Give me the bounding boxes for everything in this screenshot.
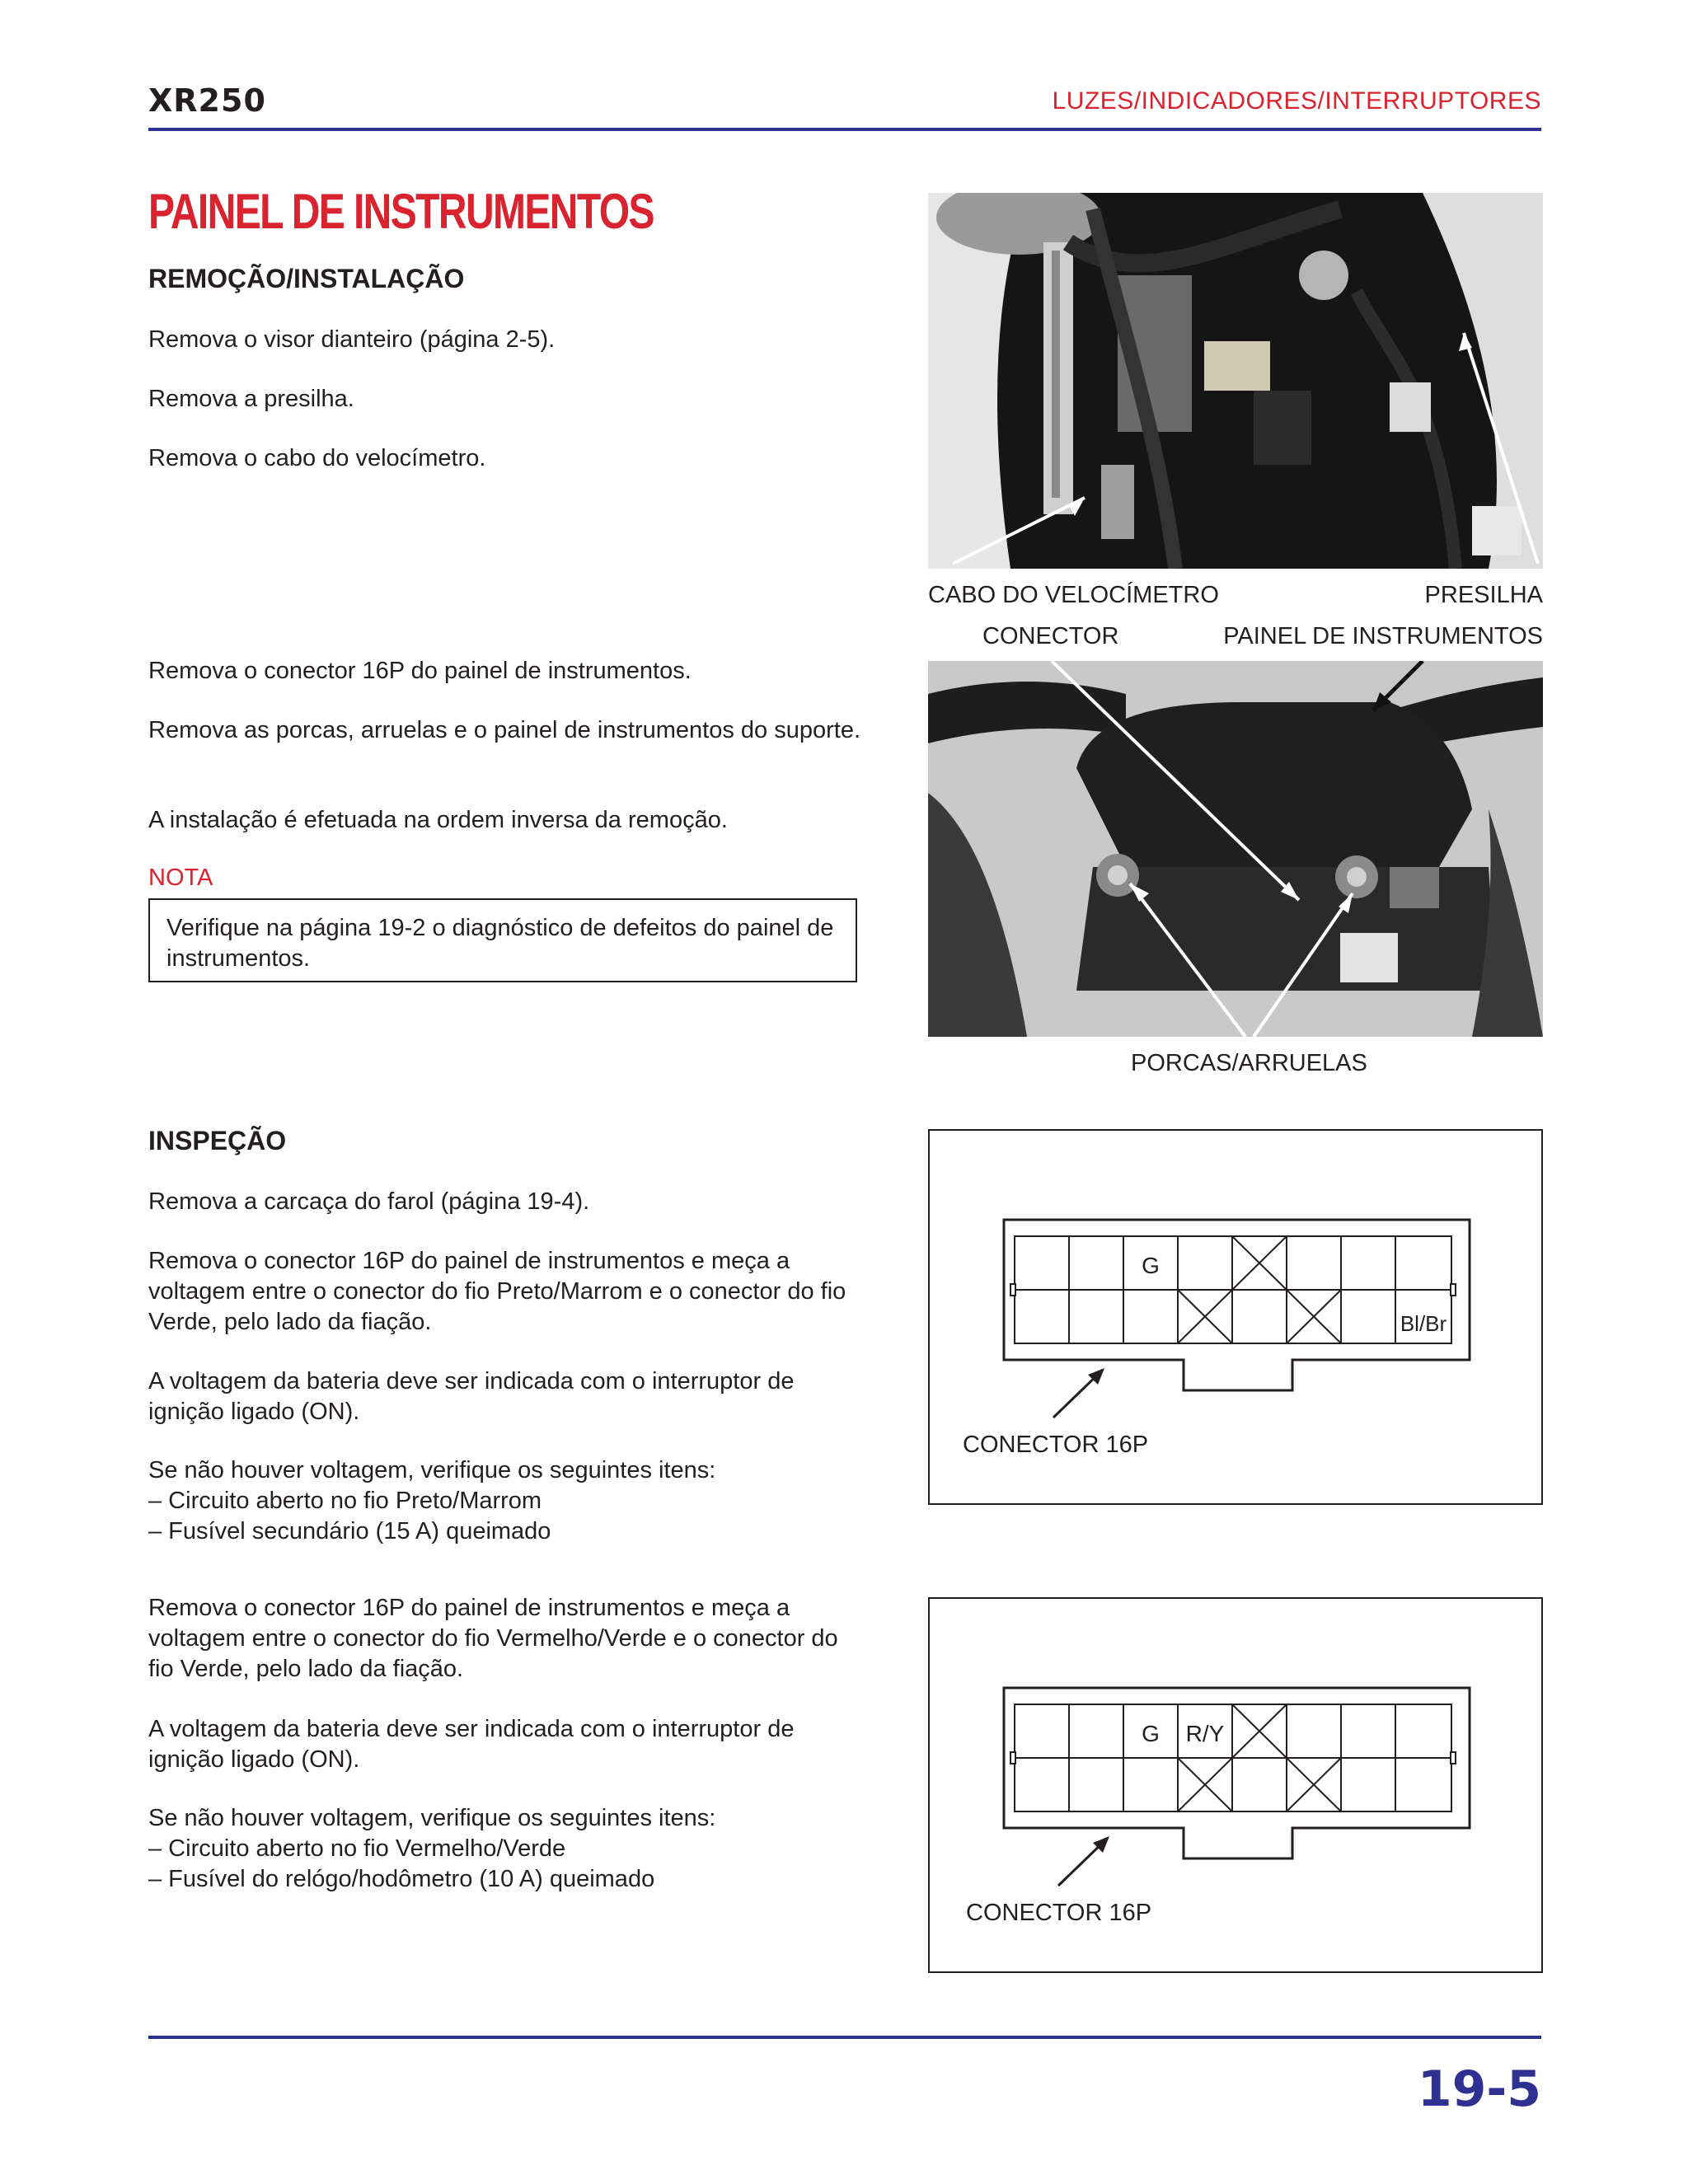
removal-step-1: Remova o visor dianteiro (página 2-5). (148, 326, 556, 353)
page-title: PAINEL DE INSTRUMENTOS (148, 184, 654, 239)
removal-step-4: Remova o conector 16P do painel de instrumentos. (148, 658, 692, 684)
photo1-caption-right: PRESILHA (1424, 582, 1543, 608)
photo-instrument-panel (928, 661, 1543, 1037)
connector-16p-drawing-1 (930, 1131, 1541, 1503)
photo2-caption-connector: CONECTOR (982, 623, 1119, 649)
photo2-caption-panel: PAINEL DE INSTRUMENTOS (1223, 623, 1543, 649)
connector-diagram-2 (928, 1597, 1543, 1973)
model-name: XR250 (148, 82, 266, 119)
inspection-step-1: Remova a carcaça do farol (página 19-4). (148, 1188, 590, 1215)
removal-heading: REMOÇÃO/INSTALAÇÃO (148, 264, 465, 293)
photo1-illustration (928, 193, 1543, 569)
inspection-step-3: A voltagem da bateria deve ser indicada com o interruptor de ignição ligado (ON). (148, 1368, 795, 1425)
inspection-heading: INSPEÇÃO (148, 1126, 287, 1155)
note-label: NOTA (148, 865, 213, 891)
pin-label-blbr: Bl/Br (1400, 1311, 1447, 1336)
removal-step-3: Remova o cabo do velocímetro. (148, 445, 486, 471)
removal-step-6: A instalação é efetuada na ordem inversa da remoção. (148, 807, 728, 833)
photo-speedometer-cable (928, 193, 1543, 569)
inspection2-item-2: – Fusível do relógo/hodômetro (10 A) queimado (148, 1866, 655, 1892)
pin-label-g: G (1142, 1253, 1160, 1278)
pin-label-ry: R/Y (1185, 1721, 1225, 1746)
removal-step-5: Remova as porcas, arruelas e o painel de instrumentos do suporte. (148, 717, 861, 743)
inspection-step-2: Remova o conector 16P do painel de instrumentos e meça a voltagem entre o conector do fio Preto/Marrom e o conector do fio Verde, pelo lado da fiação. (148, 1248, 846, 1335)
inspection-step-4: Se não houver voltagem, verifique os seguintes itens: (148, 1457, 716, 1483)
photo1-caption-left: CABO DO VELOCÍMETRO (928, 582, 1219, 608)
inspection2-step-2: A voltagem da bateria deve ser indicada com o interruptor de ignição ligado (ON). (148, 1716, 795, 1773)
connector-diagram-1 (928, 1129, 1543, 1505)
inspection-item-1: – Circuito aberto no fio Preto/Marrom (148, 1488, 542, 1514)
removal-step-2: Remova a presilha. (148, 386, 354, 412)
note-box (148, 898, 857, 982)
footer-rule (148, 2036, 1541, 2039)
inspection2-item-1: – Circuito aberto no fio Vermelho/Verde (148, 1835, 566, 1862)
page-number: 19-5 (1417, 2060, 1541, 2118)
note-text: Verifique na página 19-2 o diagnóstico de defeitos do painel de instrumentos. (166, 915, 834, 972)
photo2-caption-nuts: PORCAS/ARRUELAS (1131, 1050, 1367, 1076)
inspection-item-2: – Fusível secundário (15 A) queimado (148, 1518, 551, 1544)
photo2-illustration (928, 661, 1543, 1037)
inspection2-step-1: Remova o conector 16P do painel de instrumentos e meça a voltagem entre o conector do fio Vermelho/Verde e o conector do fio Verde, pelo lado da fiação. (148, 1595, 838, 1682)
pin-label-g: G (1142, 1721, 1160, 1746)
inspection2-step-3: Se não houver voltagem, verifique os seguintes itens: (148, 1805, 716, 1831)
connector-caption-2: CONECTOR 16P (966, 1900, 1152, 1926)
connector-caption-1: CONECTOR 16P (963, 1432, 1149, 1458)
connector-16p-drawing-2 (930, 1599, 1541, 1971)
section-title: LUZES/INDICADORES/INTERRUPTORES (1052, 87, 1541, 115)
header-rule (148, 128, 1541, 131)
